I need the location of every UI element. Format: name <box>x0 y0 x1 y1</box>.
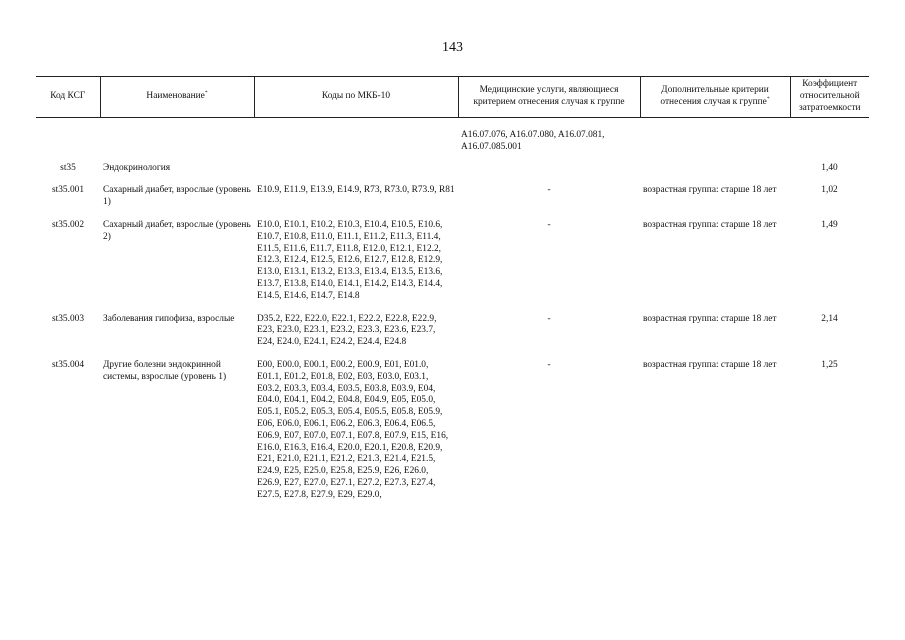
table-header-row <box>36 77 869 118</box>
services-cell: - <box>547 313 551 324</box>
ksg-code-cell: st35.004 <box>51 359 85 370</box>
header-name: Наименование* <box>100 77 254 118</box>
table-row <box>36 314 869 360</box>
coef-cell: 1,49 <box>821 219 838 230</box>
name-cell: Эндокринология <box>103 162 171 173</box>
name-cell: Другие болезни эндокринной системы, взрослые (уровень 1) <box>103 359 227 382</box>
table-row <box>36 163 869 186</box>
services-cell: - <box>547 359 551 370</box>
coef-cell: 1,02 <box>821 185 838 196</box>
table-row <box>36 185 869 220</box>
table-row <box>36 360 869 513</box>
coef-cell: 1,25 <box>821 359 838 370</box>
services-cell <box>458 163 640 186</box>
criteria-cell <box>640 163 790 186</box>
name-cell: Сахарный диабет, взрослые (уровень 1) <box>103 185 251 208</box>
mkb-cell: E10.0, E10.1, E10.2, E10.3, E10.4, E10.5, E10.6, E10.7, E10.8, E11.0, E11.1, E11.2, E11.3, E11.4, E11.5, E11.6, E11.7, E11.8, E12.0, E12.1, E12.2, E12.3, E12.4, E12.5, E12.6, E12.7, E12.8, E12.9, E13.0, E13.1, E13.2, E13.3, E13.4, E13.5, E13.6, E13.7, E13.8, E14.0, E14.1, E14.2, E14.3, E14.4, E14.5, E14.6, E14.7, E14.8 <box>257 219 443 301</box>
ksg-code-cell: st35.002 <box>51 219 85 230</box>
header-services: Медицинские услуги, являющиеся критерием отнесения случая к группе <box>458 77 640 118</box>
header-mkb: Коды по МКБ-10 <box>254 77 458 118</box>
services-cell: - <box>547 219 551 230</box>
header-coef: Коэффициент относительной затратоемкости <box>790 77 869 118</box>
header-code: Код КСГ <box>36 77 100 118</box>
mkb-cell: D35.2, E22, E22.0, E22.1, E22.2, E22.8, E22.9, E23, E23.0, E23.1, E23.2, E23.3, E23.6, E23.7, E24, E24.0, E24.1, E24.2, E24.4, E24.8 <box>257 313 437 348</box>
name-cell: Сахарный диабет, взрослые (уровень 2) <box>103 219 251 242</box>
coef-cell: 1,40 <box>821 162 838 173</box>
table-row-continuation <box>36 130 869 163</box>
table-row <box>36 220 869 314</box>
page-number: 143 <box>442 40 463 55</box>
ksg-code-cell: st35.001 <box>51 185 85 196</box>
criteria-cell: возрастная группа: старше 18 лет <box>643 219 777 230</box>
mkb-cell: E00, E00.0, E00.1, E00.2, E00.9, E01, E01.0, E01.1, E01.2, E01.8, E02, E03, E03.0, E03.1, E03.2, E03.3, E03.4, E03.5, E03.8, E03.9, E04, E04.0, E04.1, E04.2, E04.8, E04.9, E05, E05.0, E05.1, E05.2, E05.3, E05.4, E05.5, E05.8, E05.9, E06, E06.0, E06.1, E06.2, E06.3, E06.4, E06.5, E06.9, E07, E07.0, E07.1, E07.8, E07.9, E15, E16, E16.0, E16.3, E16.4, E20.0, E20.1, E20.8, E20.9, E21, E21.0, E21.1, E21.2, E21.3, E21.4, E21.5, E24.9, E25, E25.0, E25.8, E25.9, E26, E26.0, E26.9, E27, E27.0, E27.1, E27.2, E27.3, E27.4, E27.5, E27.8, E27.9, E29, E29.0, <box>257 359 449 500</box>
ksg-code-cell: st35 <box>60 162 76 173</box>
services-cell: - <box>547 185 551 196</box>
criteria-cell: возрастная группа: старше 18 лет <box>643 185 777 196</box>
header-criteria: Дополнительные критерии отнесения случая к группе* <box>640 77 790 118</box>
coef-cell: 2,14 <box>821 313 838 324</box>
ksg-code-cell: st35.003 <box>51 313 85 324</box>
mkb-cell: E10.9, E11.9, E13.9, E14.9, R73, R73.0, R73.9, R81 <box>257 185 455 196</box>
mkb-cell <box>254 163 458 186</box>
services-cell: A16.07.076, A16.07.080, A16.07.081, A16.07.085.001 <box>461 130 605 152</box>
footnote-mark: * <box>766 95 770 102</box>
name-cell: Заболевания гипофиза, взрослые <box>103 313 235 324</box>
footnote-mark: * <box>204 89 208 96</box>
criteria-cell: возрастная группа: старше 18 лет <box>643 359 777 370</box>
criteria-cell: возрастная группа: старше 18 лет <box>643 313 777 324</box>
ksg-table <box>36 76 869 513</box>
